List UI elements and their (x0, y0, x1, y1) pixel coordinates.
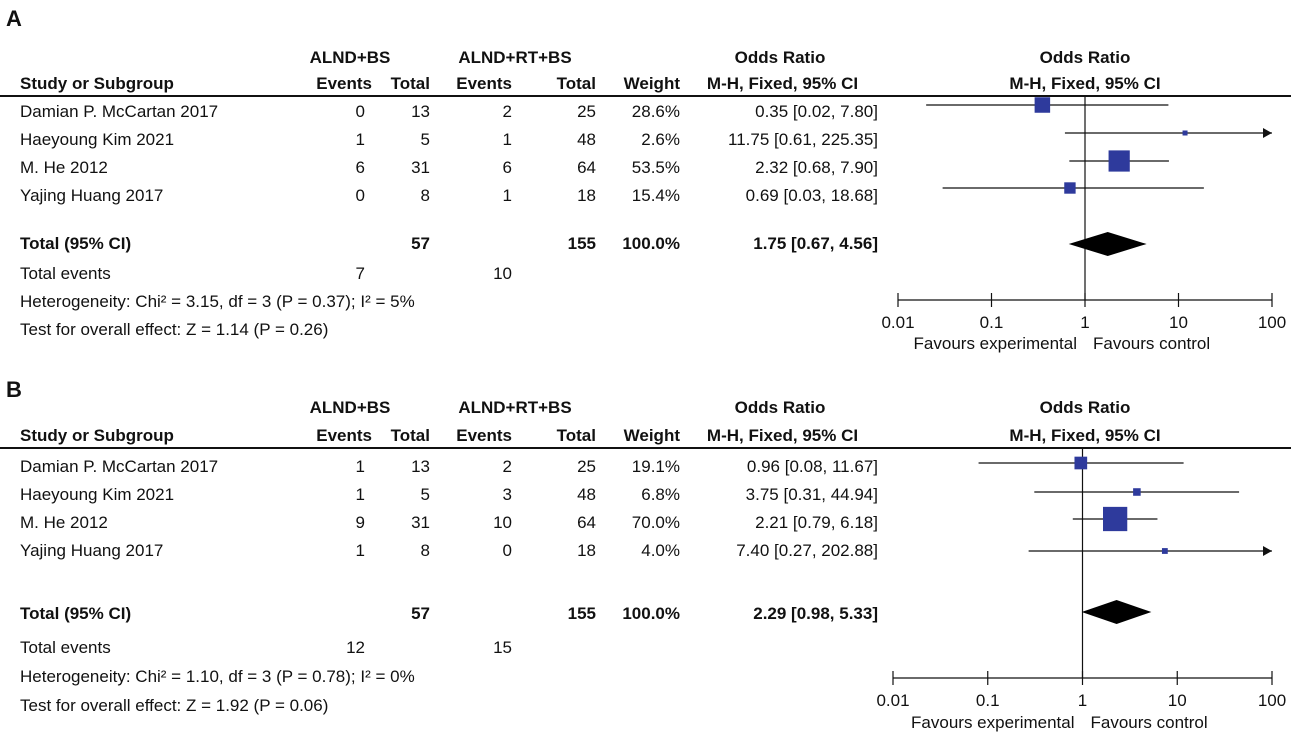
events1-value: 0 (355, 102, 365, 121)
group2-header: ALND+RT+BS (458, 398, 572, 417)
total-weight: 100.0% (622, 234, 680, 253)
ci-value: 0.69 [0.03, 18.68] (745, 186, 878, 205)
ci-value: 2.21 [0.79, 6.18] (755, 513, 878, 532)
weight-value: 28.6% (631, 102, 680, 121)
effect-square (1103, 507, 1127, 531)
events1-header: Events (316, 74, 372, 93)
or-title-left: Odds Ratio (734, 398, 826, 417)
events2-value: 2 (502, 457, 512, 476)
total1-value: 8 (420, 541, 430, 560)
favours-right-label: Favours control (1090, 713, 1208, 732)
total2-value: 48 (577, 130, 596, 149)
x-tick-label: 0.01 (881, 313, 915, 332)
study-name: Haeyoung Kim 2021 (20, 130, 175, 149)
total2-value: 48 (577, 485, 596, 504)
effect-square (1162, 548, 1168, 554)
forest-plot-panel-b (0, 371, 1291, 742)
x-tick-label: 100 (1257, 691, 1287, 710)
study-name: Haeyoung Kim 2021 (20, 485, 175, 504)
forest-plot (860, 371, 1291, 742)
x-tick-label: 1 (1077, 691, 1088, 710)
x-tick-label: 1 (1080, 313, 1090, 332)
weight-header: Weight (623, 74, 680, 93)
study-header: Study or Subgroup (20, 74, 174, 93)
x-tick-label: 10 (1169, 313, 1188, 332)
total1-value: 5 (420, 130, 430, 149)
ci-value: 0.35 [0.02, 7.80] (755, 102, 878, 121)
weight-value: 15.4% (631, 186, 680, 205)
total-events-2: 15 (493, 638, 512, 657)
study-name: M. He 2012 (20, 513, 108, 532)
total1-header: Total (390, 426, 430, 445)
events2-header: Events (456, 426, 512, 445)
ci-value: 2.32 [0.68, 7.90] (755, 158, 878, 177)
events2-value: 2 (502, 102, 512, 121)
total-ci: 1.75 [0.67, 4.56] (753, 234, 878, 253)
effect-square (1109, 150, 1130, 171)
total-events-label: Total events (20, 638, 111, 657)
total2-value: 25 (577, 102, 596, 121)
forest-plot (860, 0, 1291, 371)
total2-sum: 155 (567, 604, 596, 623)
study-name: Yajing Huang 2017 (20, 186, 164, 205)
study-name: Yajing Huang 2017 (20, 541, 164, 560)
favours-left-label: Favours experimental (911, 713, 1075, 732)
total1-sum: 57 (411, 234, 430, 253)
effect-square (1133, 488, 1141, 496)
weight-value: 2.6% (641, 130, 680, 149)
panel-label: B (6, 377, 22, 402)
total-events-2: 10 (493, 264, 512, 283)
total1-value: 13 (411, 102, 430, 121)
total2-value: 25 (577, 457, 596, 476)
events2-header: Events (456, 74, 512, 93)
total2-header: Total (556, 426, 596, 445)
events2-value: 6 (502, 158, 512, 177)
total-events-1: 12 (346, 638, 365, 657)
favours-left-label: Favours experimental (913, 334, 1077, 353)
x-tick-label: 0.1 (975, 691, 1000, 710)
or-method-right: M-H, Fixed, 95% CI (1009, 74, 1161, 93)
or-title-right: Odds Ratio (1039, 398, 1131, 417)
or-method-right: M-H, Fixed, 95% CI (1009, 426, 1161, 445)
x-tick-label: 10 (1167, 691, 1187, 710)
events2-value: 3 (502, 485, 512, 504)
effect-square (1035, 97, 1051, 113)
total2-value: 64 (577, 158, 596, 177)
total2-value: 18 (577, 186, 596, 205)
overall-effect-text: Test for overall effect: Z = 1.92 (P = 0.06) (20, 696, 329, 715)
weight-value: 4.0% (641, 541, 680, 560)
x-tick-label: 0.01 (876, 691, 910, 710)
events2-value: 0 (502, 541, 512, 560)
or-title-left: Odds Ratio (734, 48, 826, 67)
or-title-right: Odds Ratio (1039, 48, 1131, 67)
weight-value: 70.0% (631, 513, 680, 532)
study-name: Damian P. McCartan 2017 (20, 102, 219, 121)
ci-value: 3.75 [0.31, 44.94] (745, 485, 878, 504)
weight-header: Weight (623, 426, 680, 445)
total-weight: 100.0% (622, 604, 680, 623)
favours-right-label: Favours control (1093, 334, 1211, 353)
events2-value: 10 (493, 513, 512, 532)
or-method-left: M-H, Fixed, 95% CI (706, 426, 859, 445)
study-header: Study or Subgroup (20, 426, 174, 445)
ci-arrow (1263, 546, 1272, 556)
total2-header: Total (556, 74, 596, 93)
pooled-diamond (1082, 600, 1152, 624)
events1-value: 9 (355, 513, 365, 532)
total-events-label: Total events (20, 264, 111, 283)
events1-value: 6 (355, 158, 365, 177)
total1-value: 31 (411, 513, 430, 532)
ci-value: 7.40 [0.27, 202.88] (736, 541, 878, 560)
effect-square (1074, 457, 1087, 470)
total1-header: Total (390, 74, 430, 93)
total-ci: 2.29 [0.98, 5.33] (753, 604, 878, 623)
ci-value: 0.96 [0.08, 11.67] (746, 457, 878, 476)
x-tick-label: 100 (1257, 313, 1287, 332)
group1-header: ALND+BS (309, 48, 391, 67)
events1-value: 1 (355, 485, 365, 504)
weight-value: 19.1% (631, 457, 680, 476)
weight-value: 53.5% (631, 158, 680, 177)
total-label: Total (95% CI) (20, 604, 132, 623)
total1-value: 8 (420, 186, 430, 205)
events1-value: 1 (355, 457, 365, 476)
study-name: Damian P. McCartan 2017 (20, 457, 219, 476)
total2-sum: 155 (567, 234, 596, 253)
study-name: M. He 2012 (20, 158, 108, 177)
ci-value: 11.75 [0.61, 225.35] (728, 130, 878, 149)
or-method-left: M-H, Fixed, 95% CI (706, 74, 859, 93)
weight-value: 6.8% (641, 485, 680, 504)
ci-arrow (1263, 128, 1272, 138)
effect-square (1064, 182, 1075, 193)
effect-square (1183, 131, 1188, 136)
events1-value: 1 (355, 130, 365, 149)
total1-value: 5 (420, 485, 430, 504)
total-label: Total (95% CI) (20, 234, 132, 253)
total2-value: 64 (577, 513, 596, 532)
events2-value: 1 (502, 186, 512, 205)
total1-value: 31 (411, 158, 430, 177)
pooled-diamond (1069, 232, 1147, 256)
overall-effect-text: Test for overall effect: Z = 1.14 (P = 0.26) (20, 320, 329, 339)
heterogeneity-text: Heterogeneity: Chi² = 3.15, df = 3 (P = 0.37); I² = 5% (20, 292, 415, 311)
group1-header: ALND+BS (309, 398, 391, 417)
total1-value: 13 (411, 457, 430, 476)
total2-value: 18 (577, 541, 596, 560)
events1-value: 1 (355, 541, 365, 560)
panel-label: A (6, 6, 22, 31)
group2-header: ALND+RT+BS (458, 48, 572, 67)
x-tick-label: 0.1 (979, 313, 1004, 332)
events1-value: 0 (355, 186, 365, 205)
total1-sum: 57 (411, 604, 430, 623)
heterogeneity-text: Heterogeneity: Chi² = 1.10, df = 3 (P = 0.78); I² = 0% (20, 667, 415, 686)
events2-value: 1 (502, 130, 512, 149)
total-events-1: 7 (355, 264, 365, 283)
events1-header: Events (316, 426, 372, 445)
